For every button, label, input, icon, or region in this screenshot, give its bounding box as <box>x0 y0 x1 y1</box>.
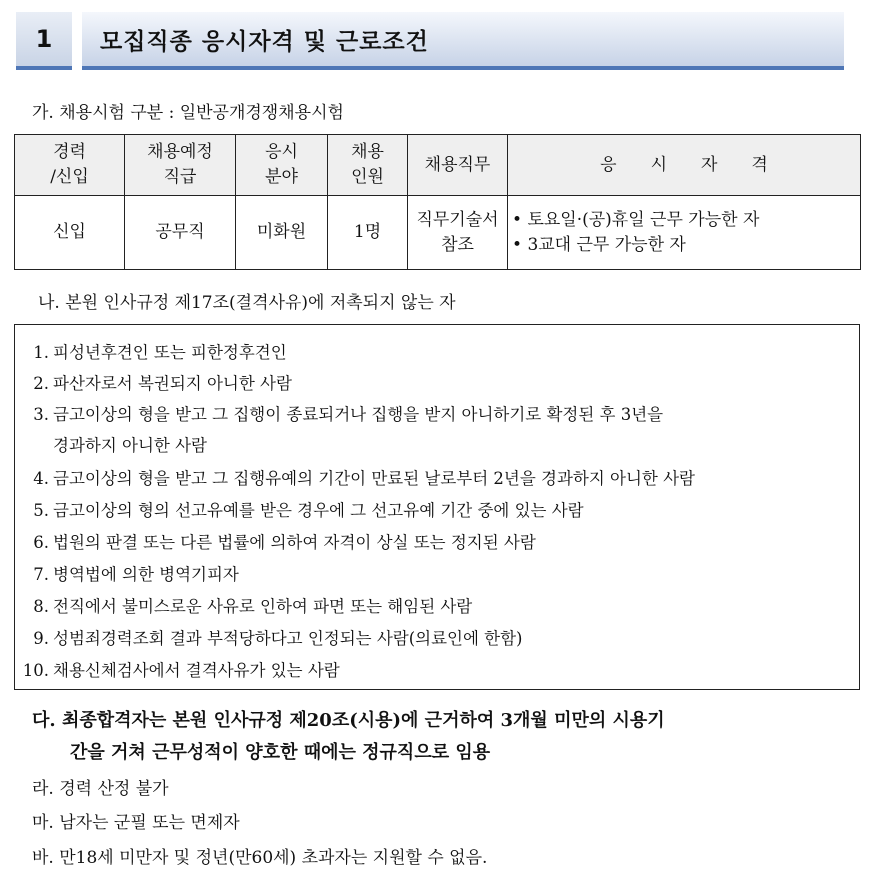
section-da-continuation: 간을 거쳐 근무성적이 양호한 때에는 정규직으로 임용 <box>70 742 491 763</box>
list-item: 7. 병역법에 의한 병역기피자 <box>33 565 239 584</box>
qualification-item: • 토요일·(공)휴일 근무 가능한 자 <box>512 209 760 230</box>
header-field: 응시 분야 <box>236 135 328 196</box>
list-item: 4. 금고이상의 형을 받고 그 집행유예의 기간이 만료된 날로부터 2년을 경과하지 아니한 사람 <box>33 469 695 488</box>
section-ma: 마. 남자는 군필 또는 면제자 <box>32 813 240 833</box>
recruitment-table <box>14 134 861 270</box>
disqualification-box <box>14 324 860 690</box>
table-row <box>15 196 861 270</box>
list-item: 1. 피성년후견인 또는 피한정후견인 <box>33 343 287 362</box>
list-item: 8. 전직에서 불미스로운 사유로 인하여 파면 또는 해임된 사람 <box>33 597 473 616</box>
cell-duty <box>408 196 508 270</box>
cell-count: 1명 <box>328 196 408 270</box>
cell-qualifications <box>508 196 861 270</box>
list-item: 3. 금고이상의 형을 받고 그 집행이 종료되거나 집행을 받지 아니하기로 확정된 후 3년을 <box>33 405 664 424</box>
section-title: 모집직종 응시자격 및 근로조건 <box>82 12 844 70</box>
list-item: 5. 금고이상의 형의 선고유예를 받은 경우에 그 선고유예 기간 중에 있는 사람 <box>33 501 584 520</box>
cell-career: 신입 <box>15 196 125 270</box>
section-ba: 바. 만18세 미만자 및 정년(만60세) 초과자는 지원할 수 없음. <box>32 848 488 868</box>
table-header-row <box>15 135 861 196</box>
section-da: 다. 최종합격자는 본원 인사규정 제20조(시용)에 근거하여 3개월 미만의 시용기 <box>32 710 665 731</box>
list-item: 6. 법원의 판결 또는 다른 법률에 의하여 자격이 상실 또는 정지된 사람 <box>33 533 536 552</box>
cell-grade: 공무직 <box>125 196 236 270</box>
header-career: 경력 /신입 <box>15 135 125 196</box>
duty-line-2: 참조 <box>441 234 474 255</box>
header-grade: 채용예정 직급 <box>125 135 236 196</box>
duty-line-1: 직무기술서 <box>416 209 499 230</box>
qualification-item: • 3교대 근무 가능한 자 <box>512 234 686 255</box>
list-item: 2. 파산자로서 복권되지 아니한 사람 <box>33 374 292 393</box>
section-ga: 가. 채용시험 구분 : 일반공개경쟁채용시험 <box>32 103 344 123</box>
list-item: 9. 성범죄경력조회 결과 부적당하다고 인정되는 사람(의료인에 한함) <box>33 629 523 648</box>
section-number: 1 <box>16 12 72 70</box>
list-item-continuation: 경과하지 아니한 사람 <box>53 436 207 455</box>
section-ra: 라. 경력 산정 불가 <box>32 779 169 799</box>
header-duty: 채용직무 <box>408 135 508 196</box>
list-item: 10. 채용신체검사에서 결격사유가 있는 사람 <box>22 661 340 680</box>
header-qualifications: 응 시 자 격 <box>508 135 861 196</box>
header-count: 채용 인원 <box>328 135 408 196</box>
section-na: 나. 본원 인사규정 제17조(결격사유)에 저촉되지 않는 자 <box>38 293 456 313</box>
cell-field: 미화원 <box>236 196 328 270</box>
